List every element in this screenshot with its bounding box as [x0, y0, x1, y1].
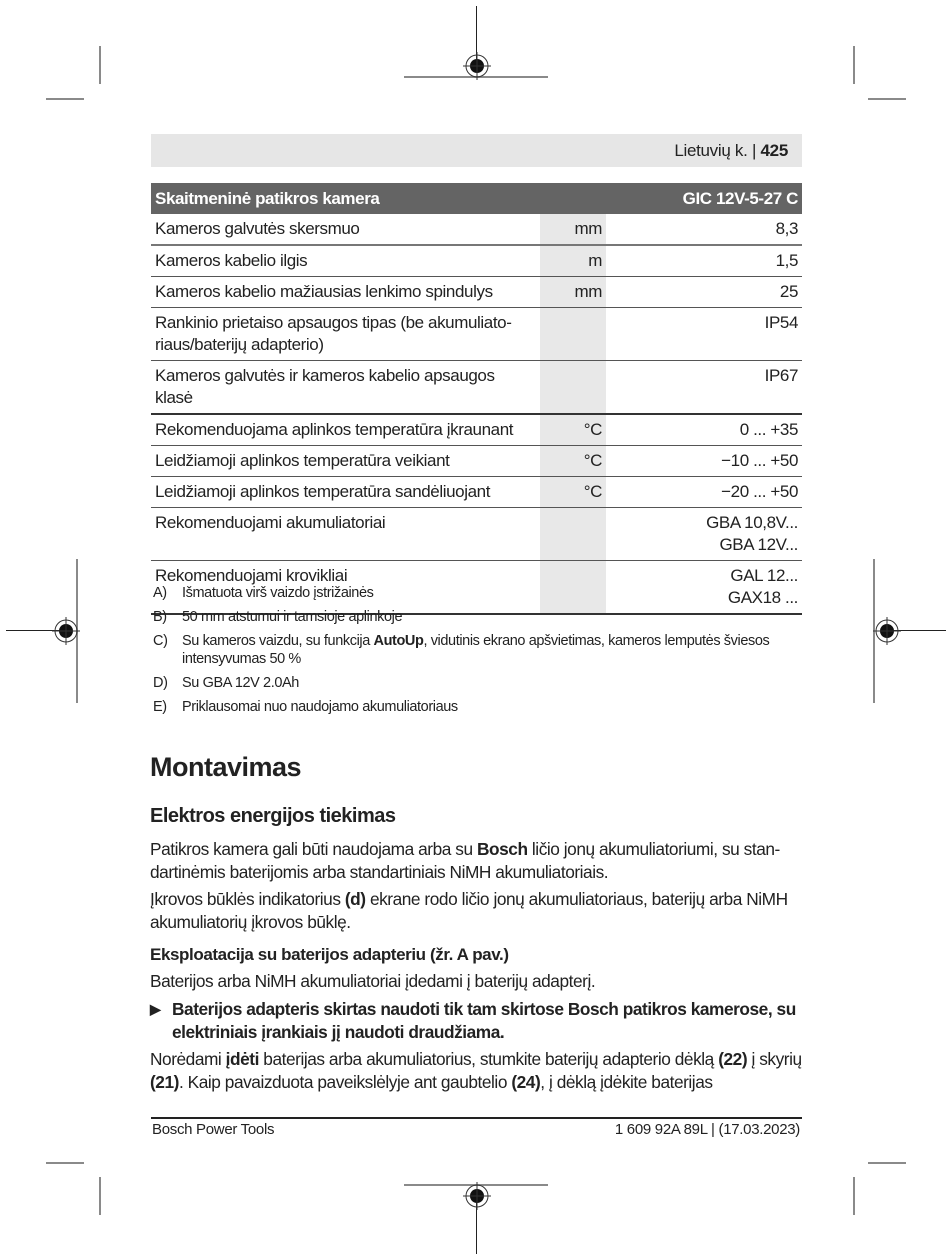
table-row: Rekomenduojami krovikliai GAL 12... GAX18 ... — [151, 561, 802, 615]
footnote: A) Išmatuota virš vaizdo įstrižainės — [153, 585, 374, 601]
spec-table — [151, 183, 802, 615]
crop-mark — [868, 98, 906, 100]
crop-mark — [853, 1177, 855, 1215]
table-row: Rekomenduojama aplinkos temperatūra įkraunant °C 0 ... +35 — [151, 414, 802, 446]
table-row: Rekomenduojami akumuliatoriai GBA 10,8V... GBA 12V... — [151, 508, 802, 561]
header-text: Lietuvių k. | 425 — [674, 141, 788, 160]
table-row: Leidžiamoji aplinkos temperatūra veikiant °C −10 ... +50 — [151, 446, 802, 477]
warning-note: ▶ Baterijos adapteris skirtas naudoti tik tam skirtose Bosch patikros kamerose, su elektriniais įrankiais jį naudoti draudžiama. — [150, 999, 796, 1042]
section-title: Montavimas — [150, 752, 302, 782]
crop-mark — [46, 98, 84, 100]
page-header — [151, 134, 802, 167]
crop-mark — [99, 46, 101, 84]
footnote: E) Priklausomai nuo naudojamo akumuliatoriaus — [153, 699, 458, 715]
table-row: Kameros galvutės ir kameros kabelio apsaugos klasė IP67 — [151, 361, 802, 415]
paragraph: Norėdami įdėti baterijas arba akumuliatorius, stumkite baterijų adapterio dėklą (22) į skyrių (21). Kaip pavaizduota paveikslėlyje ant gaubtelio (24), į dėklą įdėkite baterijas — [150, 1049, 802, 1092]
footer-publisher: Bosch Power Tools — [152, 1121, 275, 1138]
footer-doc-id: 1 609 92A 89L | (17.03.2023) — [614, 1121, 800, 1138]
page-number: 425 — [760, 141, 788, 160]
footnotes — [153, 584, 803, 722]
paragraph: Įkrovos būklės indikatorius (d) ekrane rodo ličio jonų akumuliatoriaus, baterijų arba NiMH akumuliatorių įkrovos būklę. — [150, 889, 788, 932]
footer-divider — [151, 1117, 802, 1119]
table-row: Leidžiamoji aplinkos temperatūra sandėliuojant °C −20 ... +50 — [151, 477, 802, 508]
footnote: C) Su kameros vaizdu, su funkcija AutoUp, vidutinis ekrano apšvietimas, kameros lemputės šviesos intensyvumas 50 % — [153, 633, 770, 667]
header-language: Lietuvių k. — [674, 141, 748, 160]
registration-mark-icon — [51, 616, 81, 646]
table-row: Kameros kabelio mažiausias lenkimo spindulys mm 25 — [151, 277, 802, 308]
registration-mark-icon — [462, 1181, 492, 1211]
minor-heading: Eksploatacija su baterijos adapteriu (žr. A pav.) — [150, 945, 509, 964]
table-header-row — [151, 183, 802, 214]
table-row: Kameros kabelio ilgis m 1,5 — [151, 245, 802, 277]
registration-mark-icon — [462, 51, 492, 81]
footnote: D) Su GBA 12V 2.0Ah — [153, 675, 299, 691]
crop-mark — [868, 1162, 906, 1164]
table-row: Kameros galvutės skersmuo mm 8,3 — [151, 214, 802, 245]
crop-mark — [853, 46, 855, 84]
paragraph: Patikros kamera gali būti naudojama arba su Bosch ličio jonų akumuliatoriumi, su stan-dartinėmis baterijomis arba standartiniais NiMH akumuliatoriais. — [150, 839, 780, 882]
paragraph: Baterijos arba NiMH akumuliatoriai įdedami į baterijų adapterį. — [150, 971, 596, 991]
registration-mark-icon — [872, 616, 902, 646]
subsection-title: Elektros energijos tiekimas — [150, 805, 396, 827]
table-model: GIC 12V-5-27 C — [606, 183, 802, 214]
crop-mark — [46, 1162, 84, 1164]
table-title: Skaitmeninė patikros kamera — [151, 183, 606, 214]
triangle-bullet-icon: ▶ — [150, 1001, 161, 1017]
footnote: B) 50 mm atstumui ir tamsioje aplinkoje — [153, 609, 403, 625]
crop-mark — [99, 1177, 101, 1215]
table-row: Rankinio prietaiso apsaugos tipas (be akumuliato- riaus/baterijų adapterio) IP54 — [151, 308, 802, 361]
